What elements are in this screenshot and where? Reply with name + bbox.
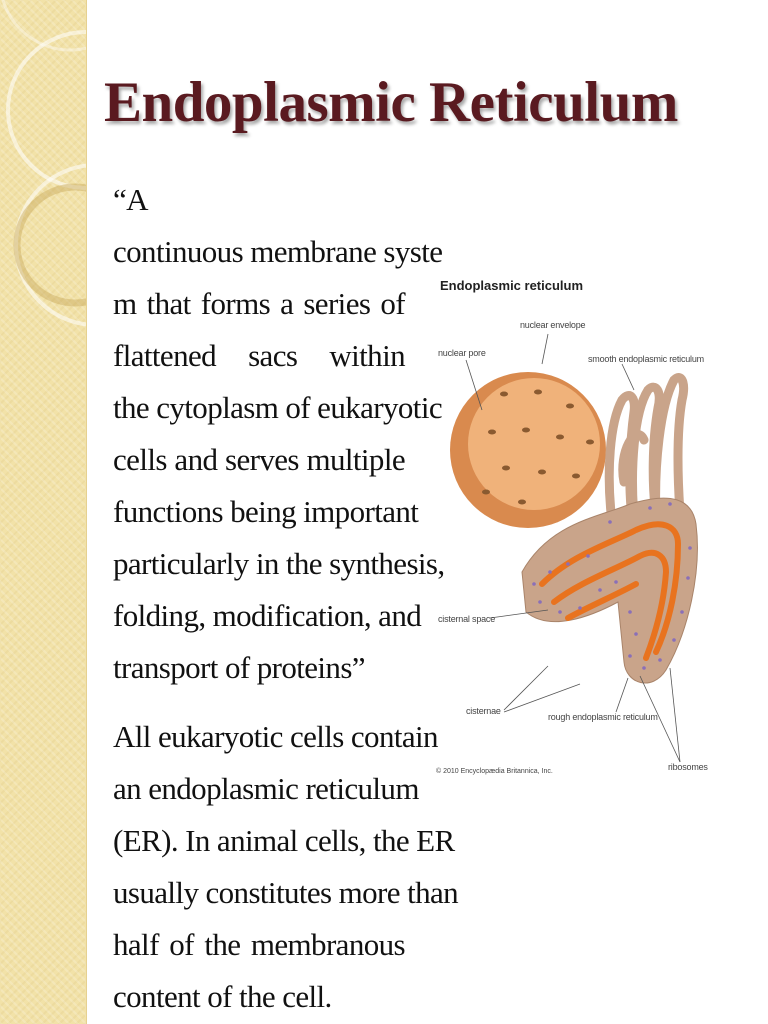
decorative-side-band	[0, 0, 87, 1024]
label-smooth-er: smooth endoplasmic reticulum	[588, 354, 704, 364]
figure-title: Endoplasmic reticulum	[440, 278, 584, 293]
quote-line: functions being important	[113, 494, 419, 529]
figure-credit: © 2010 Encyclopædia Britannica, Inc.	[436, 768, 553, 775]
paragraph-line: half of the membranous	[113, 927, 405, 962]
paragraph-line: usually constitutes more than	[113, 875, 459, 910]
paragraph-line: an endoplasmic reticulum	[113, 771, 419, 806]
label-ribosomes: ribosomes	[668, 762, 708, 772]
paragraph-line: content of the cell.	[113, 979, 332, 1014]
label-nuclear-envelope: nuclear envelope	[520, 320, 586, 330]
quote-line: cells and serves multiple	[113, 442, 405, 477]
quote-line: m that forms a series of	[113, 286, 405, 321]
definition-quote	[113, 174, 445, 694]
quote-line: transport of proteins”	[113, 650, 365, 685]
paragraph-line: (ER). In animal cells, the ER	[113, 823, 455, 858]
quote-line: folding, modification, and	[113, 598, 422, 633]
quote-line: continuous membrane syste	[113, 234, 443, 269]
decorative-ring	[8, 32, 86, 188]
slide-title: Endoplasmic Reticulum	[104, 71, 678, 134]
label-rough-er: rough endoplasmic reticulum	[548, 712, 658, 722]
quote-line: particularly in the synthesis,	[113, 546, 445, 581]
decorative-rings	[0, 0, 86, 1024]
paragraph-line: All eukaryotic cells contain	[113, 719, 438, 754]
label-cisternal-space: cisternal space	[438, 614, 496, 624]
decorative-ring	[0, 0, 86, 50]
quote-line: flattened sacs within	[113, 338, 405, 373]
quote-line: “A	[113, 182, 148, 217]
body-paragraph	[113, 711, 459, 1023]
label-cisternae: cisternae	[466, 706, 501, 716]
rough-er-sheets	[522, 498, 697, 683]
quote-line: the cytoplasm of eukaryotic	[113, 390, 442, 425]
er-diagram-figure	[430, 272, 730, 792]
label-nuclear-pore: nuclear pore	[438, 348, 486, 358]
